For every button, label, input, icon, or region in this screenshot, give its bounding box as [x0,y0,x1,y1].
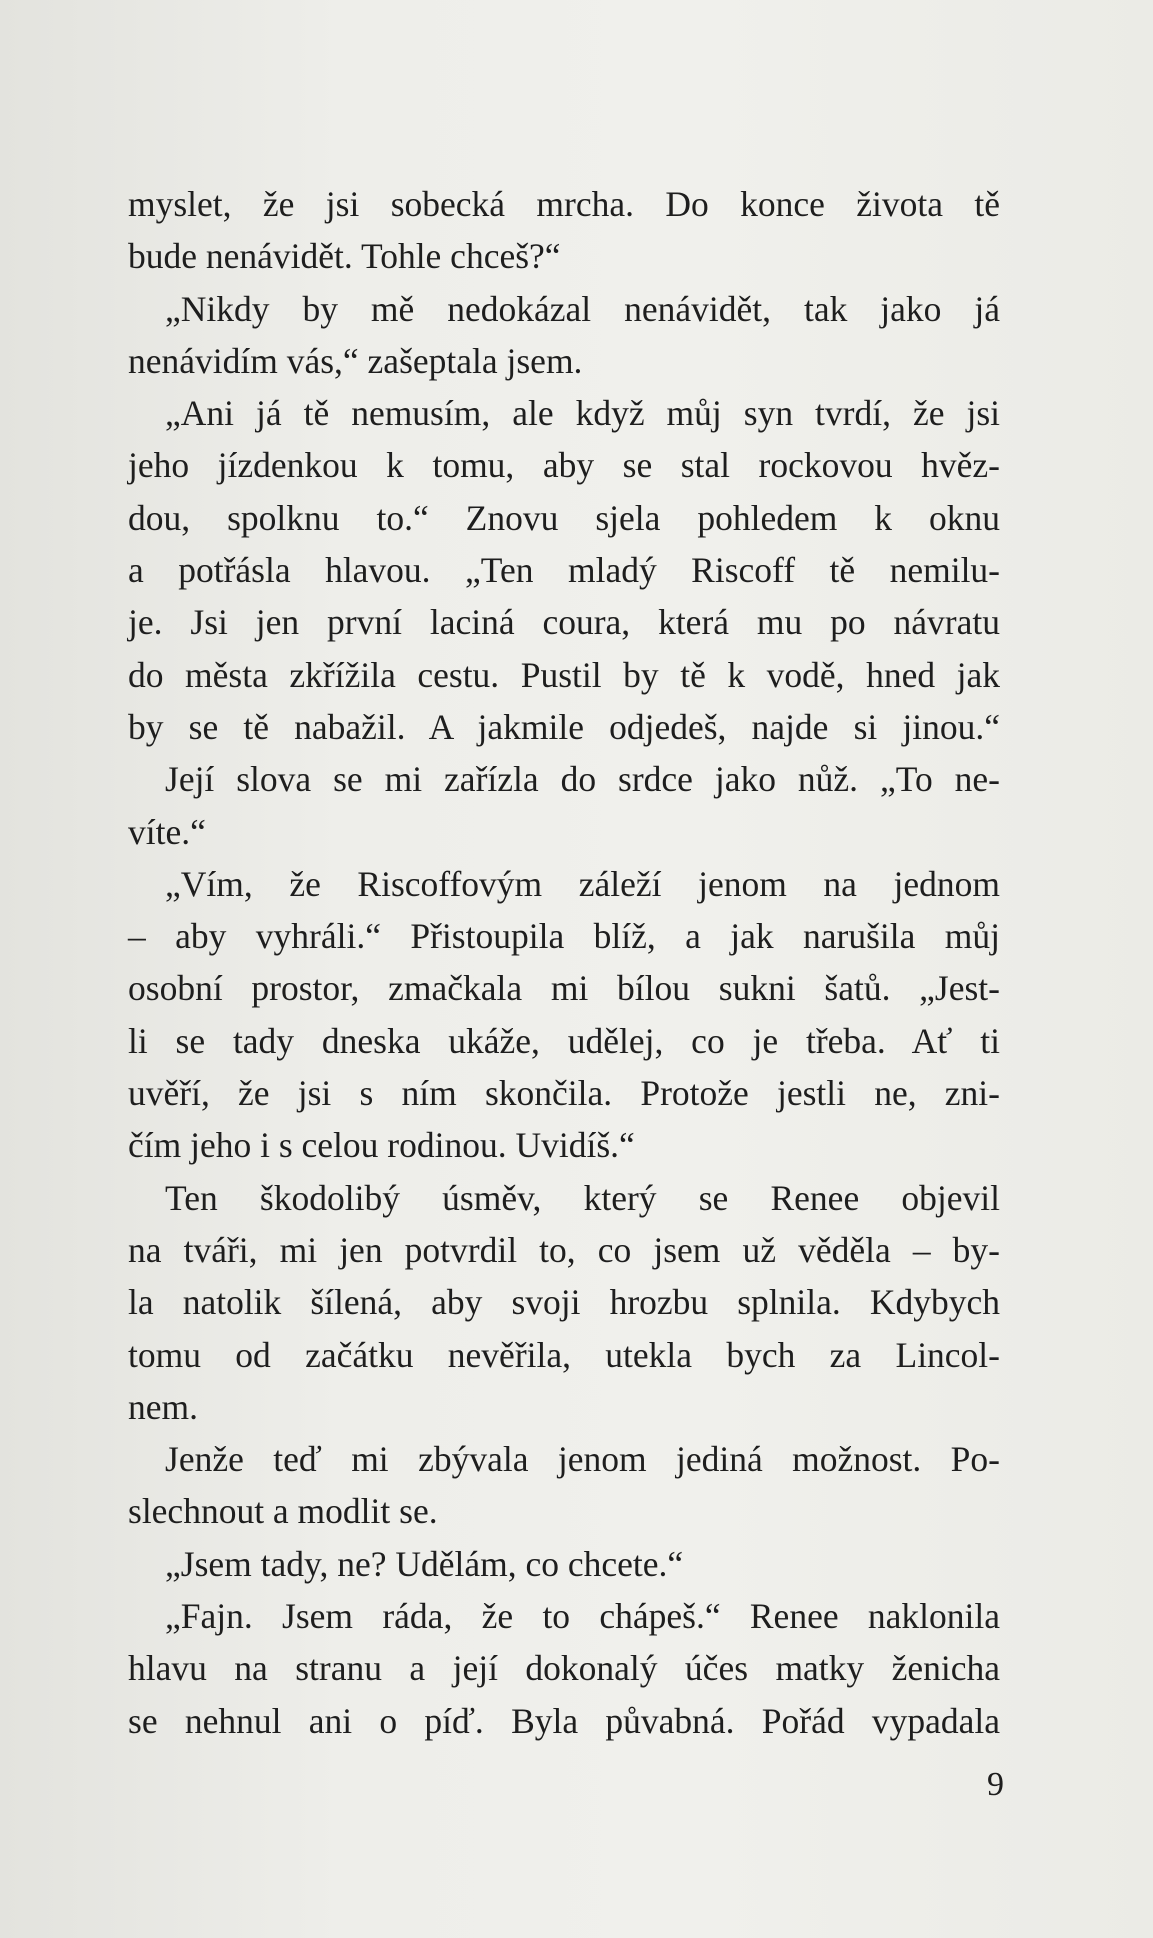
text-line: Ten škodolibý úsměv, který se Renee objevil [165,1177,1000,1218]
text-line: víte.“ [128,811,206,852]
text-line: „Jsem tady, ne? Udělám, co chcete.“ [165,1543,684,1584]
text-line: – aby vyhráli.“ Přistoupila blíž, a jak narušila můj [128,916,1000,957]
text-line: osobní prostor, zmačkala mi bílou sukni šatů. „Jest- [128,968,1000,1009]
text-line: bude nenávidět. Tohle chceš?“ [128,236,561,277]
text-line: uvěří, že jsi s ním skončila. Protože jestli ne, zni- [128,1073,1000,1114]
text-line: na tváři, mi jen potvrdil to, co jsem už věděla – by- [128,1229,1000,1270]
text-line: nem. [128,1386,198,1427]
text-line: „Fajn. Jsem ráda, že to chápeš.“ Renee naklonila [165,1596,1000,1637]
text-line: „Vím, že Riscoffovým záleží jenom na jednom [165,863,1000,904]
text-line: hlavu na stranu a její dokonalý účes matky ženicha [128,1648,1000,1689]
body-text [128,178,1000,1747]
text-line: li se tady dneska ukáže, udělej, co je třeba. Ať ti [128,1020,1000,1061]
text-line: „Ani já tě nemusím, ale když můj syn tvrdí, že jsi [165,393,1000,434]
page-number: 9 [987,1766,1004,1803]
text-line: je. Jsi jen první laciná coura, která mu po návratu [128,602,1000,643]
text-line: la natolik šílená, aby svoji hrozbu splnila. Kdybych [128,1282,1000,1323]
text-line: se nehnul ani o píď. Byla půvabná. Pořád vypadala [128,1700,1000,1741]
text-line: do města zkřížila cestu. Pustil by tě k vodě, hned jak [128,654,1000,695]
text-line: Jenže teď mi zbývala jenom jediná možnost. Po- [165,1439,1000,1480]
text-line: tomu od začátku nevěřila, utekla bych za Lincol- [128,1334,1000,1375]
text-line: slechnout a modlit se. [128,1491,438,1532]
text-line: nenávidím vás,“ zašeptala jsem. [128,340,583,381]
text-line: čím jeho i s celou rodinou. Uvidíš.“ [128,1125,635,1166]
text-line: dou, spolknu to.“ Znovu sjela pohledem k oknu [128,497,1000,538]
text-line: jeho jízdenkou k tomu, aby se stal rockovou hvěz- [128,445,1000,486]
text-line: „Nikdy by mě nedokázal nenávidět, tak jako já [165,288,1000,329]
text-line: by se tě nabažil. A jakmile odjedeš, najde si jinou.“ [128,706,1000,747]
text-line: Její slova se mi zařízla do srdce jako nůž. „To ne- [165,759,1000,800]
text-line: myslet, že jsi sobecká mrcha. Do konce života tě [128,184,1000,224]
text-line: a potřásla hlavou. „Ten mladý Riscoff tě nemilu- [128,550,1000,591]
